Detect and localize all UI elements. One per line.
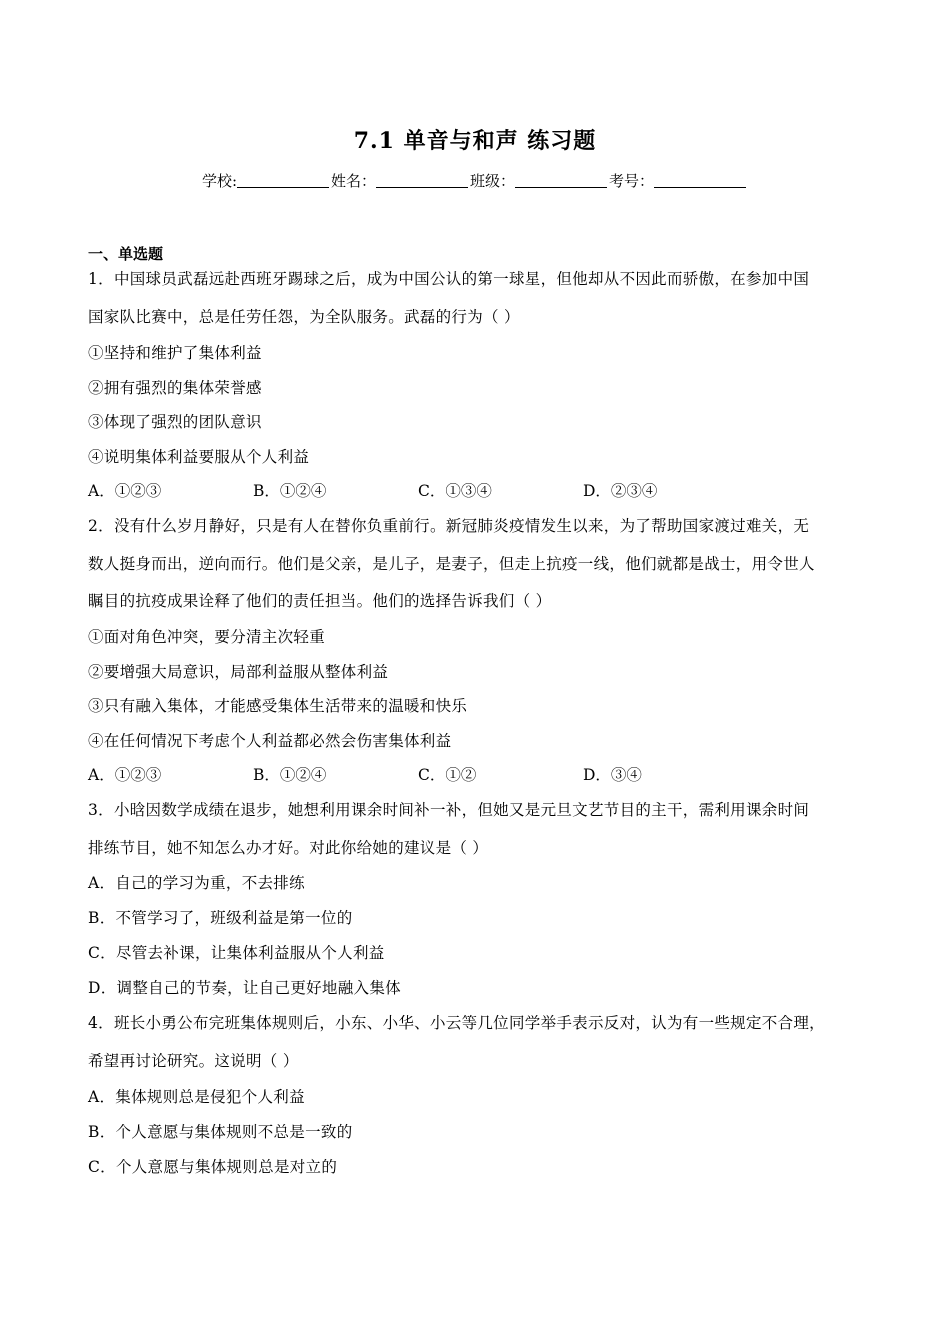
- student-info-line: [0, 170, 950, 191]
- exam-no-blank[interactable]: [654, 173, 746, 188]
- q1-option-a[interactable]: A．①②③: [88, 482, 162, 500]
- class-label: 班级：: [470, 172, 516, 190]
- q2-option-c[interactable]: C．①②: [418, 766, 477, 784]
- q2-statement-4: ④在任何情况下考虑个人利益都必然会伤害集体利益: [88, 732, 452, 750]
- q2-statement-3: ③只有融入集体，才能感受集体生活带来的温暖和快乐: [88, 697, 468, 715]
- q1-stem-line-2: 国家队比赛中，总是任劳任怨，为全队服务。武磊的行为（ ）: [88, 308, 520, 326]
- q2-option-d[interactable]: D．③④: [583, 766, 642, 784]
- q2-option-a[interactable]: A．①②③: [88, 766, 162, 784]
- q3-option-a[interactable]: A．自己的学习为重，不去排练: [88, 874, 305, 892]
- q1-option-b[interactable]: B．①②④: [253, 482, 327, 500]
- page-title: 7.1 单音与和声 练习题: [353, 128, 597, 154]
- q4-option-a[interactable]: A．集体规则总是侵犯个人利益: [88, 1088, 305, 1106]
- q1-option-d[interactable]: D．②③④: [583, 482, 658, 500]
- q2-stem-line-2: 数人挺身而出，逆向而行。他们是父亲，是儿子，是妻子，但走上抗疫一线，他们就都是战士，用令世人: [88, 555, 815, 573]
- q4-stem-line-2: 希望再讨论研究。这说明（ ）: [88, 1052, 299, 1070]
- q4-stem-line-1: 4．班长小勇公布完班集体规则后，小东、小华、小云等几位同学举手表示反对，认为有一些规定不合理，: [88, 1014, 825, 1032]
- q4-option-b[interactable]: B．个人意愿与集体规则不总是一致的: [88, 1123, 353, 1141]
- q1-stem-line-1: 1．中国球员武磊远赴西班牙踢球之后，成为中国公认的第一球星，但他却从不因此而骄傲，在参加中国: [88, 270, 810, 288]
- q2-statement-2: ②要增强大局意识，局部利益服从整体利益: [88, 663, 389, 681]
- class-blank[interactable]: [515, 173, 607, 188]
- q1-statement-2: ②拥有强烈的集体荣誉感: [88, 379, 262, 397]
- school-label: 学校:: [201, 172, 237, 190]
- q4-option-c[interactable]: C．个人意愿与集体规则总是对立的: [88, 1158, 338, 1176]
- q3-option-b[interactable]: B．不管学习了，班级利益是第一位的: [88, 909, 353, 927]
- q3-stem-line-2: 排练节目，她不知怎么办才好。对此你给她的建议是（ ）: [88, 839, 489, 857]
- q2-stem-line-3: 瞩目的抗疫成果诠释了他们的责任担当。他们的选择告诉我们（ ）: [88, 592, 552, 610]
- name-label: 姓名：: [331, 172, 377, 190]
- school-blank[interactable]: [237, 173, 329, 188]
- q1-option-c[interactable]: C．①③④: [418, 482, 492, 500]
- name-blank[interactable]: [376, 173, 468, 188]
- q2-option-b[interactable]: B．①②④: [253, 766, 327, 784]
- q2-statement-1: ①面对角色冲突，要分清主次轻重: [88, 628, 326, 646]
- q1-statement-3: ③体现了强烈的团队意识: [88, 413, 262, 431]
- exam-no-label: 考号：: [609, 172, 655, 190]
- q2-stem-line-1: 2．没有什么岁月静好，只是有人在替你负重前行。新冠肺炎疫情发生以来，为了帮助国家渡过难关，无: [88, 517, 810, 535]
- q1-statement-1: ①坚持和维护了集体利益: [88, 344, 262, 362]
- q3-stem-line-1: 3．小晗因数学成绩在退步，她想利用课余时间补一补，但她又是元旦文艺节目的主干，需利用课余时间: [88, 801, 810, 819]
- section-heading: 一、单选题: [88, 245, 164, 263]
- q1-statement-4: ④说明集体利益要服从个人利益: [88, 448, 310, 466]
- q3-option-c[interactable]: C．尽管去补课，让集体利益服从个人利益: [88, 944, 385, 962]
- q3-option-d[interactable]: D．调整自己的节奏，让自己更好地融入集体: [88, 979, 401, 997]
